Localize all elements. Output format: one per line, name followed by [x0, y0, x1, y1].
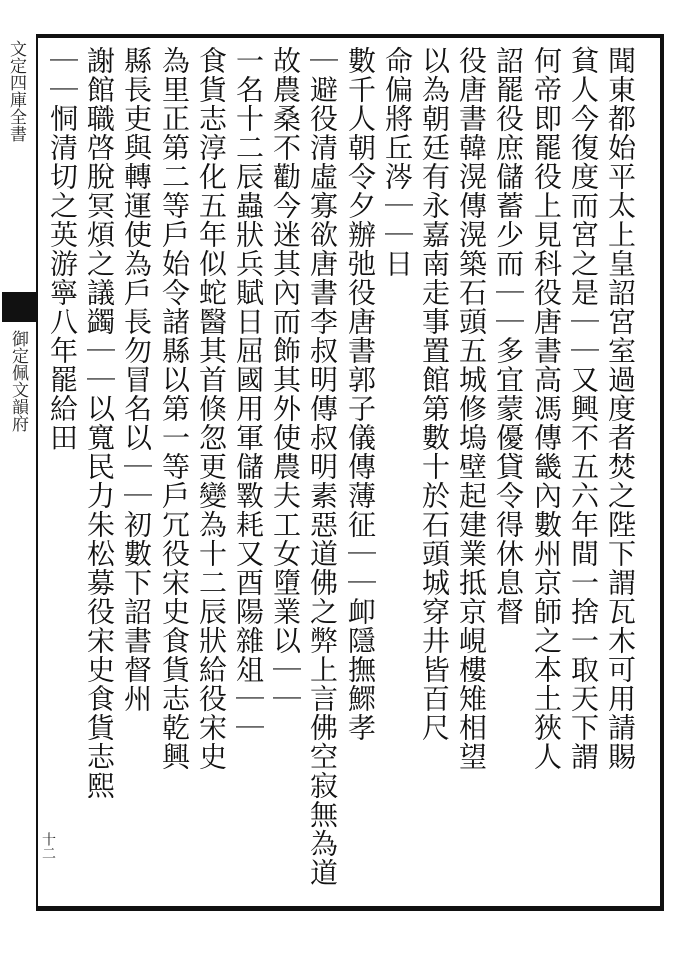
- text-column: 故農桑不勸今迷其內而飾其外使農夫工女墮業以｜｜: [269, 46, 302, 713]
- text-column: ｜｜恫清切之英游寧八年罷給田: [46, 46, 79, 452]
- frame-right-rule: [660, 34, 664, 911]
- text-column: 詔罷役庶儲蓄少而｜｜多宜蒙優貸令得休息督: [492, 46, 525, 626]
- text-column: 一名十二辰蟲狀兵賦日屈國用軍儲斁耗又酉陽雜俎｜｜: [232, 46, 265, 742]
- margin-library-title: 文定四庫全書: [6, 40, 26, 142]
- text-column: 為里正第二等戶始令諸縣以第一等戶冗役宋史食貨志乾興: [158, 46, 191, 771]
- text-column: 役唐書韓滉傳滉築石頭五城修塢壁起建業抵京峴樓雉相望: [455, 46, 488, 771]
- text-column: 縣長吏與轉運使為戶長勿冒名以｜｜初數下詔書督州: [120, 46, 153, 713]
- frame-left-rule: [36, 34, 38, 911]
- margin-page-number: 十二: [40, 832, 56, 860]
- text-column: 貧人今復度而宮之是｜｜又興不五六年間一捨一取天下謂: [567, 46, 600, 771]
- text-column: 命偏將丘涔｜｜日: [381, 46, 414, 278]
- frame-bottom-rule: [36, 906, 662, 911]
- margin-book-title: 御定佩文韻府: [8, 330, 28, 432]
- text-column: 數千人朝令夕辦弛役唐書郭子儀傳薄征｜｜卹隱撫鰥孝: [344, 46, 377, 742]
- frame-top-rule: [36, 34, 662, 38]
- text-column: 食貨志淳化五年似蛇醫其首倏忽更變為十二辰狀給役宋史: [195, 46, 228, 771]
- text-column: 謝館職啓脫冥煩之議蠲｜｜以寬民力朱松募役宋史食貨志熙: [83, 46, 116, 800]
- text-column: ｜避役清虛寡欲唐書李叔明傳叔明素惡道佛之弊上言佛空寂無為道: [306, 46, 339, 887]
- text-column: 何帝即罷役上見科役唐書高馮傳畿內數州京師之本土狹人: [530, 46, 563, 771]
- fishtail-mark: [2, 292, 36, 322]
- text-column: 聞東都始平太上皇詔宮室過度者焚之陛下謂瓦木可用請賜: [604, 46, 637, 771]
- text-column: 以為朝廷有永嘉南走事置館第數十於石頭城穿井皆百尺: [418, 46, 451, 742]
